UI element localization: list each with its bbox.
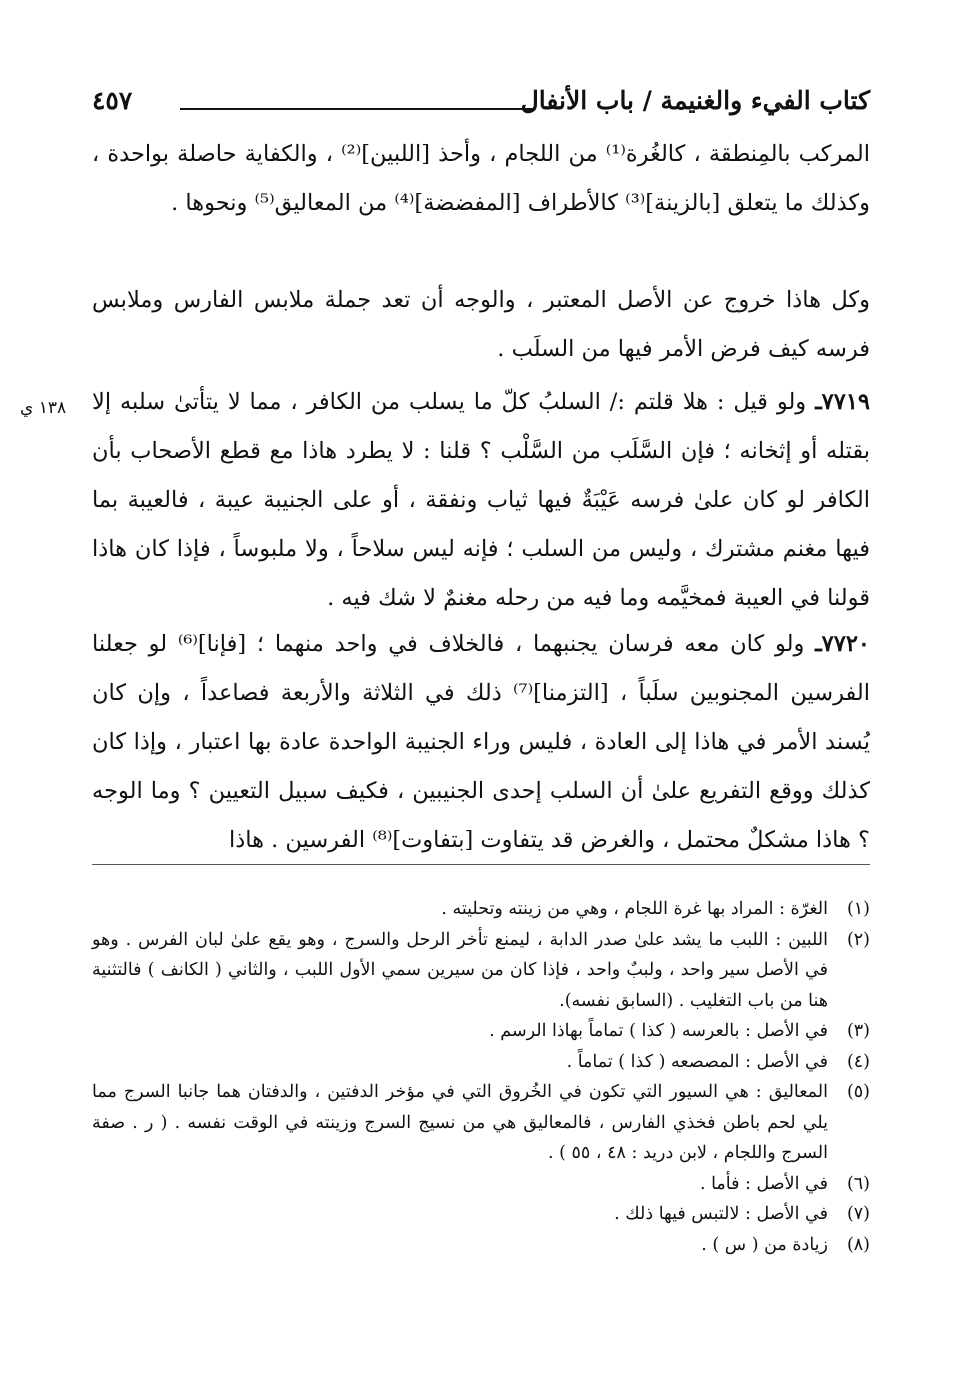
footnote — [92, 1199, 870, 1230]
footnote-text: المعاليق : هي السيور التي تكون في الخُروق التي في مؤخر الدفتين ، والدفتان هما جانبا السرج مما يلي لحم باطن فخذي الفارس ، فالمعاليق هي من نسيج السرج وزينته في الوقت نفسه . ( ر . صفة السرج واللجام ، لابن دريد : ٤٨ ، ٥٥ ) . — [92, 1082, 828, 1163]
footnote-number: (١) — [846, 899, 870, 919]
footnote — [92, 1016, 870, 1047]
footnote — [92, 1077, 870, 1169]
paragraph-2 — [92, 276, 870, 374]
footnote — [92, 1169, 870, 1200]
footnote-number: (٦) — [846, 1173, 870, 1194]
footnote-number: (٣) — [846, 1021, 870, 1041]
paragraph-1 — [92, 130, 870, 228]
paragraph-1-text: المركب بالمِنطقة ، كالغُرة⁽¹⁾ من اللجام ، وأحذ [اللبين]⁽²⁾ ، والكفاية حاصلة بواحدة ، وكذلك ما يتعلق [بالزينة]⁽³⁾ كالأطراف [المفضضة]⁽⁴⁾ من المعاليق⁽⁵⁾ ونحوها . — [92, 141, 871, 216]
page-number: ٤٥٧ — [92, 86, 133, 115]
footnote — [92, 925, 870, 1017]
footnote-text: الغرّة : المراد بها غرة اللجام ، وهي من زينته وتحليته . — [441, 899, 828, 919]
paragraph-7719 — [92, 378, 870, 623]
footnote-text: في الأصل : المصصعه ( كذا ) تماماً . — [566, 1051, 828, 1072]
paragraph-7720-text: ولو كان معه فرسان يجنبهما ، فالخلاف في واحد منهما ؛ [فإنا]⁽⁶⁾ لو جعلنا الفرسين المجنوبين سلَباً ، [التزمنا]⁽⁷⁾ ذلك في الثلاثة والأربعة فصاعداً ، وإن كان يُسند الأمر في هاذا إلى العادة ، فليس وراء الجنيبة الواحدة عادة بها اعتبار ، وإذا كان كذلك ووقع التفريع علىٰ أن السلب إحدى الجنيبين ، فكيف سبيل التعيين ؟ وما الوجه ؟ هاذا مشكلٌ محتمل ، والغرض قد يتفاوت [بتفاوت]⁽⁸⁾ الفرسين . هاذا — [92, 631, 870, 853]
paragraph-number: ٧٧٢٠ـ — [815, 631, 870, 657]
footnote-number: (٥) — [846, 1082, 870, 1102]
chapter-title: كتاب الفيء والغنيمة / باب الأنفال — [520, 86, 870, 115]
footnote-text: في الأصل : لالتبس فيها ذلك . — [614, 1204, 828, 1224]
footnote-separator — [92, 864, 870, 865]
footnotes — [92, 894, 870, 1260]
paragraph-number: ٧٧١٩ـ — [815, 389, 870, 415]
footnote — [92, 1047, 870, 1078]
footnote-text: زيادة من ( س ) . — [701, 1234, 828, 1255]
running-header — [92, 86, 870, 126]
paragraph-7719-text: ولو قيل : هلا قلتم :/ السلبُ كلّ ما يسلب من الكافر ، مما لا يتأتىٰ سلبه إلا بقتله أو إثخانه ؛ فإن السَّلَب من السَّلْب ؟ قلنا : لا يطرد هاذا مع قطع الأصحاب بأن الكافر لو كان علىٰ فرسه عَيْبَةٌ فيها ثياب ونفقة ، أو على الجنيبة عيبة ، فالعيبة بما فيها مغنم مشترك ، وليس من السلب ؛ فإنه ليس سلاحاً ، ولا ملبوساً ، فإذا كان هاذا قولنا في العيبة فمخيَّمه وما فيه من رحله مغنمٌ لا شك فيه . — [92, 389, 870, 611]
footnote-number: (٧) — [846, 1204, 870, 1224]
footnote — [92, 894, 870, 925]
footnote-text: اللبين : اللبب ما يشد علىٰ صدر الدابة ، ليمنع تأخر الرحل والسرج ، وهو يقع علىٰ لبان الفرس . وهو في الأصل سير واحد ، ولببٌ واحد ، فإذا كان من سيرين سمي الأول اللبب ، والثاني ( الكانف ) فالتثنية هنا من باب التغليب . (السابق نفسه). — [92, 929, 828, 1011]
footnote-number: (٤) — [846, 1051, 870, 1072]
header-rule — [180, 108, 534, 110]
paragraph-7720 — [92, 620, 870, 865]
footnote-number: (٢) — [846, 929, 870, 950]
manuscript-folio-ref: ١٣٨ ي — [20, 398, 67, 418]
footnote-text: في الأصل : بالعرسه ( كذا ) تماماً بهاذا الرسم . — [489, 1021, 828, 1041]
footnote-text: في الأصل : فأما . — [699, 1173, 828, 1194]
paragraph-2-text: وكل هاذا خروج عن الأصل المعتبر ، والوجه أن تعد جملة ملابس الفارس وملابس فرسه كيف فرض الأمر فيها من السلَب . — [92, 287, 870, 362]
footnote-number: (٨) — [846, 1234, 870, 1255]
footnote — [92, 1230, 870, 1261]
